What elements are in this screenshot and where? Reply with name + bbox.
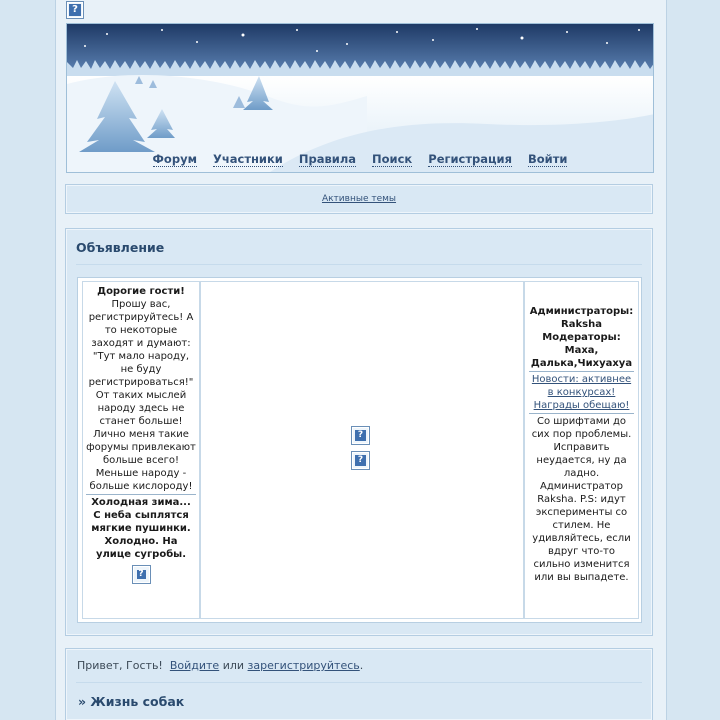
news-link[interactable]: Новости: активнее в конкурсах! Награды обещаю! [531,374,632,411]
staff-list: Администраторы: Raksha Модераторы: Маха, Далька,Чихуахуа [529,306,634,369]
nav-forum[interactable]: Форум [152,152,197,166]
breadcrumb[interactable]: » Жизнь собак [78,694,185,709]
admin-note: Со шрифтами до сих пор проблемы. Исправить неудается, ну да ладно. Администратор Raksha. P.S: идут эксперименты со стилем. Не удивляйтесь, если вдруг что-то сильно изменится или вы выпадете. [531,416,632,583]
active-topics-bar [65,184,653,214]
guest-heading: Дорогие гости! [97,286,185,297]
divider [529,413,634,414]
welcome-panel [65,648,653,720]
left-column [82,281,200,619]
divider [529,371,634,372]
missing-image-link-icon[interactable] [351,451,370,470]
middle-images [351,426,370,476]
nav-rules[interactable]: Правила [298,152,357,166]
login-link[interactable]: Войдите [169,659,220,672]
greeting-text: Привет, Гость! [77,659,163,672]
nav-login[interactable]: Войти [528,152,568,166]
or-text: или [222,659,245,672]
winter-poem: Холодная зима... С неба сыплятся мягкие пушинки. Холодно. На улице сугробы. [91,497,191,560]
greeting-line [77,659,363,672]
nav-register[interactable]: Регистрация [428,152,512,166]
announcement-title: Объявление [76,240,165,255]
nav-search[interactable]: Поиск [372,152,413,166]
divider [76,682,642,683]
announcement-body [77,277,642,623]
winter-banner-image [67,24,654,173]
guest-message: Прошу вас, регистрируйтесь! А то некоторые заходят и думают: "Тут мало народу, не буду регистрироваться!" От таких мыслей народу здесь не станет больше! Лично меня такие форумы привлекают больше всего! Меньше народу - больше кислороду! [86,299,196,492]
right-column [524,281,639,619]
announcement-panel [65,228,653,636]
divider [86,494,196,495]
missing-image-icon[interactable] [132,565,151,584]
nav-members[interactable]: Участники [212,152,283,166]
missing-image-icon[interactable] [66,1,84,19]
register-link[interactable]: зарегистрируйтесь [247,659,360,672]
middle-column [200,281,524,619]
main-nav [67,152,653,166]
forum-banner [66,23,654,173]
period-text: . [359,659,364,672]
missing-image-icon[interactable] [351,426,370,445]
divider [76,264,642,265]
active-topics-link[interactable]: Активные темы [321,194,397,204]
